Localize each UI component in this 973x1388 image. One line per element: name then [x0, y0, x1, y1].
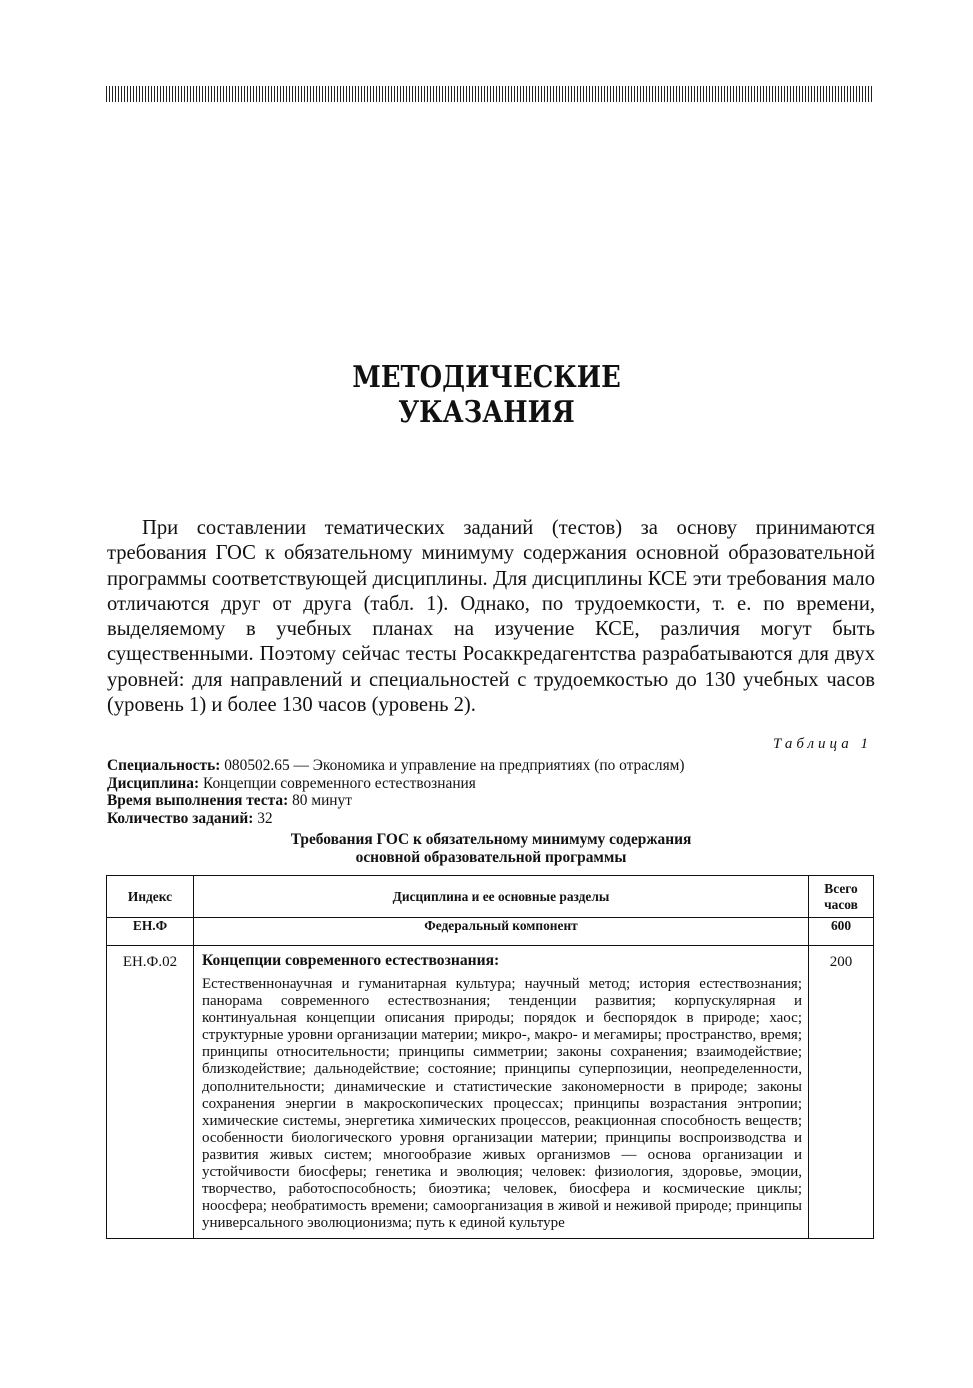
federal-component-row: [107, 918, 874, 946]
task-count-label: Количество заданий:: [107, 809, 254, 827]
discipline-label: Дисциплина:: [107, 774, 200, 792]
course-row: [107, 946, 874, 1239]
course-content-cell: [194, 946, 809, 1239]
page-title-line-2: УКАЗАНИЯ: [398, 395, 575, 430]
course-index: ЕН.Ф.02: [107, 946, 194, 1239]
discipline-line: [107, 775, 875, 793]
federal-hours: 600: [809, 918, 874, 946]
table-caption-line-1: Требования ГОС к обязательному минимуму содержания: [290, 831, 692, 848]
specialty-value: 080502.65 — Экономика и управление на предприятиях (по отраслям): [224, 757, 685, 774]
page-title: [68, 360, 905, 430]
time-line: [107, 792, 875, 810]
federal-title: Федеральный компонент: [194, 918, 809, 946]
header-discipline: Дисциплина и ее основные разделы: [194, 876, 809, 918]
task-count-value: 32: [257, 809, 273, 827]
specialty-line: [107, 757, 875, 775]
table-header-row: [107, 876, 874, 918]
requirements-table: [106, 875, 874, 1239]
page-title-line-1: МЕТОДИЧЕСКИЕ: [352, 360, 621, 395]
table-caption-line-2: основной образовательной программы: [355, 848, 627, 866]
time-label: Время выполнения теста:: [107, 792, 289, 810]
specialty-label: Специальность:: [107, 757, 221, 774]
header-index: Индекс: [107, 876, 194, 918]
header-hours-line-1: Всего: [824, 880, 858, 896]
task-count-line: [107, 810, 875, 828]
header-hours-line-2: часов: [824, 896, 858, 912]
table-caption: [107, 831, 875, 866]
discipline-value: Концепции современного естествознания: [202, 774, 476, 792]
course-hours: 200: [809, 946, 874, 1239]
intro-paragraph: При составлении тематических заданий (тестов) за основу принимаются требования ГОС к обязательному минимуму содержания основной образовательной программы соответствующей дисциплины. Для дисциплины КСЕ эти требования мало отличаются друг от друга (табл. 1). Однако, по трудоемкости, т. е. по времени, выделяемому в учебных планах на изучение КСЕ, различия могут быть существенными. Поэтому сейчас тесты Росаккредагентства разрабатываются для двух уровней: для направлений и специальностей с трудоемкостью до 130 учебных часов (уровень 1) и более 130 часов (уровень 2).: [107, 517, 875, 717]
course-title: Концепции современного естествознания:: [202, 952, 500, 969]
federal-index: ЕН.Ф: [107, 918, 194, 946]
time-value: 80 минут: [292, 792, 352, 810]
decorative-header-rule: [106, 86, 874, 102]
header-hours: [809, 876, 874, 918]
course-content: Естественнонаучная и гуманитарная культура; научный метод; история естествознания; панорама современного естествознания; тенденции развития; корпускулярная и континуальная концепции описания природы; порядок и беспорядок в природе; хаос; структурные уровни организации материи; микро-, макро- и мегамиры; пространство, время; принципы относительности; принципы симметрии; законы сохранения; взаимодействие; близкодействие; дальнодействие; состояние; принципы суперпозиции, неопределенности, дополнительности; динамические и статистические закономерности в природе; законы сохранения энергии в макроскопических процессах; принципы возрастания энтропии; химические системы, энергетика химических процессов, реакционная способность веществ; особенности биологического уровня организации материи; принципы воспроизводства и развития живых систем; многообразие живых организмов — основа организации и устойчивости биосферы; генетика и эволюция; человек: физиология, здоровье, эмоции, творчество, работоспособность; биоэтика; человек, биосфера и космические циклы; ноосфера; необратимость времени; самоорганизация в живой и неживой природе; принципы универсального эволюционизма; путь к единой культуре: [202, 976, 802, 1232]
test-metadata: [107, 757, 875, 827]
table-number-label: Таблица 1: [773, 736, 872, 752]
